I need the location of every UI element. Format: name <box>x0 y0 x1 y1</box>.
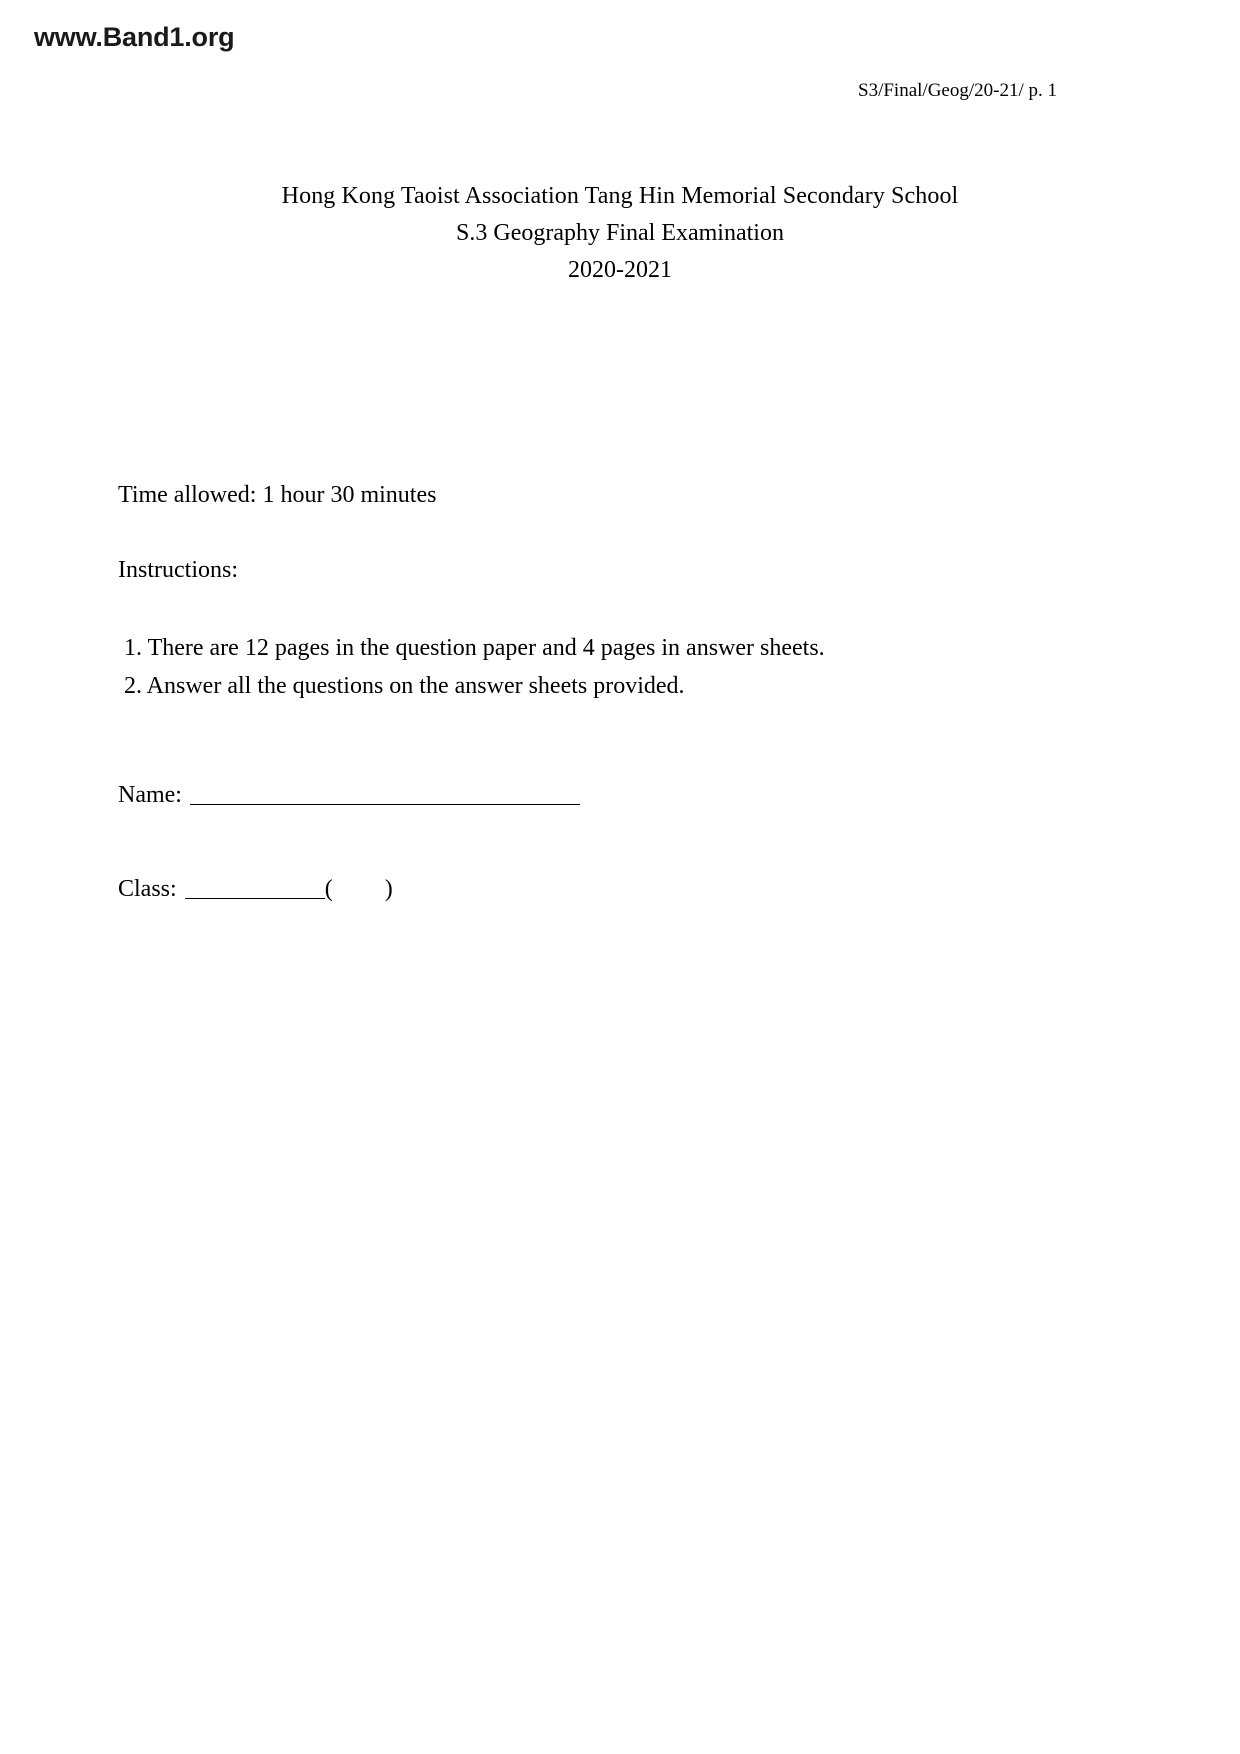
school-name: Hong Kong Taoist Association Tang Hin Memorial Secondary School <box>281 183 959 209</box>
title-block <box>0 178 1240 289</box>
class-label: Class: <box>118 876 177 902</box>
name-input-blank[interactable] <box>190 803 580 805</box>
name-label: Name: <box>118 782 182 808</box>
class-field-row <box>118 874 1018 904</box>
instructions-label: Instructions: <box>118 557 238 583</box>
name-field-row <box>118 780 1018 810</box>
instructions-block <box>118 480 1018 705</box>
academic-year: 2020-2021 <box>568 257 672 283</box>
instruction-item: 2. Answer all the questions on the answer sheets provided. <box>124 673 685 699</box>
instruction-item: 1. There are 12 pages in the question paper and 4 pages in answer sheets. <box>124 635 825 661</box>
class-input-blank[interactable] <box>185 897 325 899</box>
exam-name: S.3 Geography Final Examination <box>456 220 784 246</box>
paper-code: S3/Final/Geog/20-21/ p. 1 <box>858 80 1057 101</box>
paren-close: ) <box>384 876 393 902</box>
time-allowed: Time allowed: 1 hour 30 minutes <box>118 482 437 508</box>
student-fields <box>118 780 1018 904</box>
paren-open: ( <box>324 876 333 902</box>
instructions-list <box>118 629 1018 705</box>
site-watermark: www.Band1.org <box>34 22 235 52</box>
